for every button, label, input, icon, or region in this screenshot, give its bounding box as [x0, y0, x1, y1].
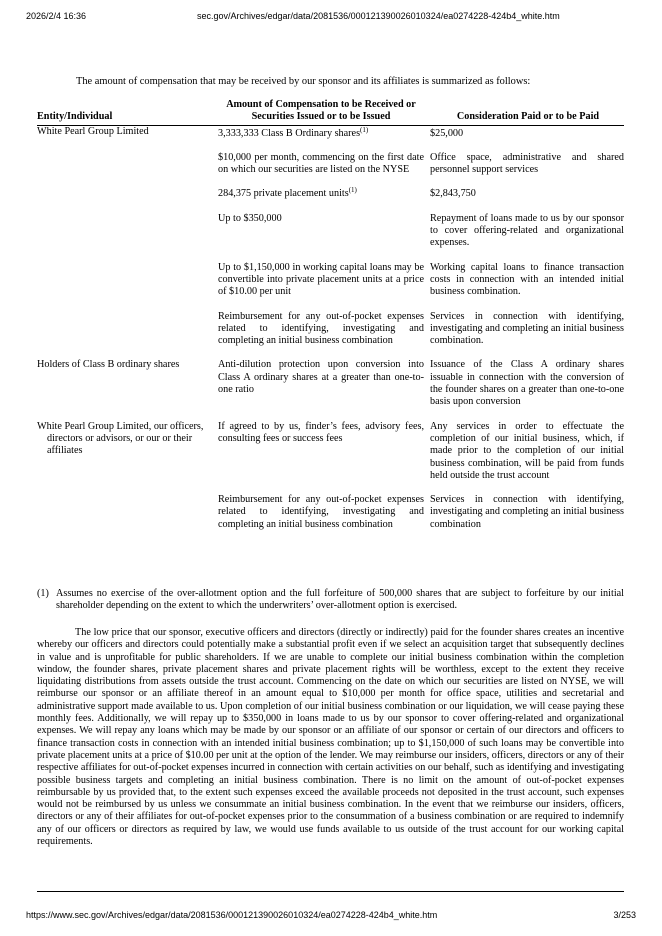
header-consideration: Consideration Paid or to be Paid: [424, 99, 624, 125]
row-spacer: [37, 250, 624, 262]
header-amount: Amount of Compensation to be Received or Securities Issued or to be Issued: [218, 99, 424, 125]
cell-consideration: Repayment of loans made to us by our sponsor to cover offering-related and organizational expenses.: [430, 212, 624, 249]
browser-print-footer: [26, 910, 636, 924]
table-row: [37, 152, 624, 177]
header-entity: Entity/Individual: [37, 99, 218, 125]
cell-consideration: Services in connection with identifying, investigating and completing an initial business combination: [430, 494, 624, 530]
cell-entity: White Pearl Group Limited, our officers, directors or advisors, or our or their affiliates: [37, 420, 204, 457]
cell-amount: Anti-dilution protection upon conversion into Class A ordinary shares at a greater than one-to-one ratio: [218, 359, 424, 396]
cell-amount: 3,333,333 Class B Ordinary shares: [218, 127, 361, 139]
row-spacer: [37, 299, 624, 311]
row-spacer: [37, 482, 624, 494]
table-row: [37, 262, 624, 299]
footnote-reference: (1): [348, 186, 357, 195]
row-spacer: [37, 201, 624, 213]
row-spacer: [37, 176, 624, 188]
cell-amount: Up to $350,000: [218, 212, 282, 224]
browser-print-header: [26, 11, 636, 25]
cell-amount: 284,375 private placement units: [218, 188, 349, 200]
table-row: [37, 494, 624, 531]
cell-amount: Reimbursement for any out-of-pocket expenses related to identifying, investigating and completing an initial business combination: [218, 494, 424, 530]
body-paragraph: The low price that our sponsor, executive officers and directors (directly or indirectly) paid for the founder shares creates an incentive whereby our officers and directors could potentially make a substantial profit even if we select an acquisition target that subsequently declines in value and is unprofitable for public shareholders. If we are unable to complete our initial business combination within the completion window, the founder shares, private placement shares and private placement rights will be worthless, except to the extent they receive liquidating distributions from assets outside the trust account. Commencing on the date on which our securities are listed on NYSE, we will reimburse our sponsor or an affiliate thereof in an amount equal to $10,000 per month for office space, utilities and secretarial and administrative support made available to us. Upon completion of our initial business combination or our liquidation, we will cease paying these monthly fees. Additionally, we will repay up to $350,000 in loans made to us by our sponsor to cover offering-related and organizational expenses. We will repay any loans which may be made by our sponsor or an affiliate of our sponsor or certain of our directors and officers to finance transaction costs in connection with an intended initial business combination; up to $1,150,000 of such loans may be convertible into private placement units at a price of $10.00 per unit at the option of the lender. We may reimburse our insiders, officers, directors or any of their respective affiliates for out-of-pocket expenses incurred in connection with certain activities on our behalf, such as identifying and investigating possible business targets and completing an initial business combination. There is no limit on the amount of out-of-pocket expenses reimbursable by us provided that, to the extent such expenses exceed the available proceeds not deposited in the trust account, such expenses would not be reimbursed by us unless we consummate an initial business combination. In the event that we reimburse our insiders, officers, directors or any of their affiliates for out-of-pocket expenses prior to the consummation of a business combination or are required to indemnify any of our officers or directors as required by law, we would use funds available to us outside of the trust account for our working capital requirements.: [37, 627, 624, 848]
table-row: [37, 421, 624, 482]
print-title-url: sec.gov/Archives/edgar/data/2081536/000121390026010324/ea0274228-424b4_white.htm: [197, 11, 560, 21]
cell-consideration: Issuance of the Class A ordinary shares issuable in connection with the conversion of the founder shares on a greater than one-to-one basis upon conversion: [430, 359, 624, 408]
print-footer-url: https://www.sec.gov/Archives/edgar/data/2081536/000121390026010324/ea0274228-424b4_white.htm: [26, 910, 438, 920]
table-row: [37, 311, 624, 348]
cell-amount: If agreed to by us, finder’s fees, advisory fees, consulting fees or success fees: [218, 420, 424, 444]
cell-consideration: Services in connection with identifying, investigating and completing an initial business combination.: [430, 310, 624, 347]
table-row: [37, 359, 624, 408]
print-timestamp: 2026/2/4 16:36: [26, 11, 87, 21]
table-row: [37, 125, 624, 140]
cell-consideration: $25,000: [430, 127, 464, 139]
cell-consideration: Working capital loans to finance transaction costs in connection with an intended initial business combination.: [430, 261, 624, 298]
page-divider: [37, 891, 624, 892]
cell-entity: White Pearl Group Limited: [37, 125, 149, 137]
print-page-indicator: 3/253: [613, 910, 636, 920]
compensation-table: [37, 99, 624, 531]
cell-entity: Holders of Class B ordinary shares: [37, 359, 180, 371]
row-spacer: [37, 409, 624, 421]
footnote: [37, 588, 624, 613]
footnote-text: Assumes no exercise of the over-allotment option and the full forfeiture of 500,000 shares that are subject to forfeiture by our initial shareholder depending on the extent to which the underwriters’ over-allotment option is exercised.: [56, 588, 624, 612]
row-spacer: [37, 140, 624, 152]
cell-consideration: $2,843,750: [430, 188, 476, 200]
cell-consideration: Any services in order to effectuate the completion of our initial business, which, if made prior to the completion of our initial business combination, will be paid from funds held outside the trust account: [430, 420, 624, 481]
cell-amount: Reimbursement for any out-of-pocket expenses related to identifying, investigating and completing an initial business combination: [218, 310, 424, 347]
footnote-reference: (1): [360, 125, 369, 134]
cell-consideration: Office space, administrative and shared personnel support services: [430, 151, 624, 176]
intro-text: The amount of compensation that may be received by our sponsor and its affiliates is summarized as follows:: [76, 76, 531, 87]
table-header-row: [37, 99, 624, 125]
table-body: [37, 125, 624, 531]
row-spacer: [37, 347, 624, 359]
cell-amount: Up to $1,150,000 in working capital loans may be convertible into private placement units at a price of $10.00 per unit: [218, 261, 424, 298]
table-row: [37, 213, 624, 250]
table-row: [37, 188, 624, 200]
cell-amount: $10,000 per month, commencing on the first date on which our securities are listed on the NYSE: [218, 151, 424, 176]
footnote-mark: (1): [37, 588, 49, 599]
